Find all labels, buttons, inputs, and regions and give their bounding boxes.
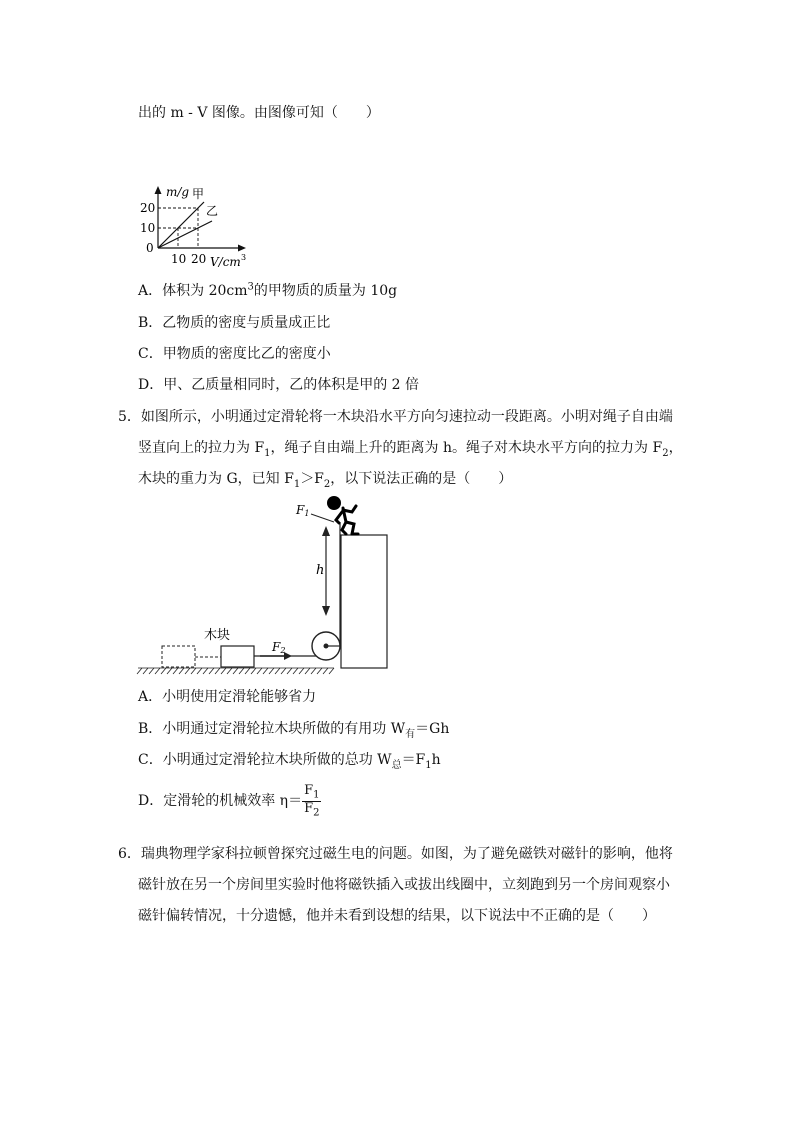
- x-tick-label: 10: [171, 252, 187, 266]
- hatch-stroke: [275, 668, 280, 674]
- option-letter: B．: [138, 315, 163, 331]
- h-label: h: [316, 563, 325, 578]
- stem-text: ，绳子自由端上升的距离为 h。绳子对木块水平方向的拉力为 F: [270, 440, 663, 456]
- f1-label: F1: [296, 503, 310, 518]
- hatch-stroke: [257, 668, 262, 674]
- option-letter: A．: [138, 689, 163, 705]
- hatch-stroke: [137, 668, 142, 674]
- h-arrow-bottom: [322, 606, 330, 616]
- origin-label: 0: [146, 241, 154, 255]
- option-text: 小明通过定滑轮拉木块所做的总功 W: [162, 752, 392, 768]
- hatch-stroke: [185, 668, 190, 674]
- building: [341, 535, 387, 668]
- subscript: 1: [264, 447, 271, 459]
- q5-option-d[interactable]: [138, 784, 321, 818]
- option-superscript: 3: [247, 281, 254, 293]
- subscript: 总: [391, 759, 402, 771]
- option-text: 乙物质的密度与质量成正比: [162, 315, 331, 331]
- efficiency-fraction: [302, 784, 321, 818]
- option-text-tail: 的甲物质的质量为 10g: [253, 283, 398, 299]
- stem-text: 木块的重力为 G，已知 F: [138, 471, 294, 487]
- q5-stem-line2: [138, 437, 683, 459]
- x-axis-label: V/cm: [210, 255, 241, 268]
- pulley-figure: [136, 492, 396, 677]
- hatch-stroke: [269, 668, 274, 674]
- stem-text: ，以下说法正确的是（ ）: [330, 471, 513, 487]
- option-text: 甲、乙质量相同时，乙的体积是甲的 2 倍: [163, 377, 420, 393]
- q5-stem-line3: [138, 468, 512, 490]
- hatch-stroke: [263, 668, 268, 674]
- f1-pointer: [311, 514, 334, 522]
- hatch-stroke: [287, 668, 292, 674]
- q5-option-a[interactable]: [138, 686, 316, 706]
- hatch-stroke: [161, 668, 166, 674]
- wooden-block: [221, 646, 254, 667]
- subscript: 2: [313, 807, 320, 819]
- stem-text: ，: [668, 440, 683, 456]
- hatch-stroke: [293, 668, 298, 674]
- x-tick-label: 20: [191, 252, 207, 266]
- subscript: 有: [405, 728, 416, 740]
- hatch-stroke: [299, 668, 304, 674]
- option-text-tail: h: [431, 752, 441, 768]
- option-text: ＝F: [401, 752, 426, 768]
- option-letter: B．: [138, 721, 163, 737]
- hatch-stroke: [245, 668, 250, 674]
- option-letter: A．: [138, 283, 163, 299]
- stem-text: ＞F: [300, 471, 324, 487]
- hatch-stroke: [143, 668, 148, 674]
- denominator: F: [304, 800, 314, 816]
- f2-label: F2: [272, 640, 286, 655]
- series-label-yi: 乙: [206, 204, 219, 218]
- q4-intro-tail: 出的 m - V 图像。由图像可知（ ）: [138, 105, 380, 121]
- q4-option-c[interactable]: [138, 343, 331, 363]
- subscript: 1: [293, 478, 301, 490]
- subscript: 1: [313, 789, 320, 801]
- stem-text: 瑞典物理学家科拉顿曾探究过磁生电的问题。如图，为了避免磁铁对磁针的影响，他将: [140, 846, 673, 862]
- series-label-jia: 甲: [192, 187, 205, 201]
- option-text: 甲物质的密度比乙的密度小: [162, 346, 331, 362]
- q4-option-b[interactable]: [138, 312, 330, 332]
- hatch-stroke: [221, 668, 226, 674]
- person-figure: [327, 496, 358, 534]
- q5-option-c[interactable]: [138, 749, 441, 771]
- hatch-stroke: [323, 668, 328, 674]
- subscript: 1: [425, 759, 432, 771]
- q6-stem-line3: 磁针偏转情况，十分遗憾，他并未看到设想的结果，以下说法中不正确的是（ ）: [138, 908, 656, 924]
- option-text-tail: ＝Gh: [415, 721, 450, 737]
- hatch-stroke: [305, 668, 310, 674]
- hatch-stroke: [215, 668, 220, 674]
- hatch-stroke: [317, 668, 322, 674]
- series-line-jia: [158, 202, 204, 248]
- numerator: F: [304, 783, 314, 798]
- ground-hatching: [137, 668, 334, 674]
- question-number: 6．: [118, 846, 141, 862]
- block-label: 木块: [204, 628, 231, 643]
- hatch-stroke: [155, 668, 160, 674]
- y-axis-arrow: [155, 186, 162, 194]
- q4-option-d[interactable]: [138, 374, 419, 394]
- hatch-stroke: [239, 668, 244, 674]
- stem-text: 竖直向上的拉力为 F: [138, 440, 265, 456]
- hatch-stroke: [281, 668, 286, 674]
- block-initial-position: [162, 646, 195, 667]
- x-axis-label-exponent: 3: [241, 253, 247, 262]
- h-arrow-top: [322, 526, 330, 536]
- hatch-stroke: [203, 668, 208, 674]
- hatch-stroke: [167, 668, 172, 674]
- hatch-stroke: [191, 668, 196, 674]
- option-letter: D．: [138, 377, 164, 393]
- q6-stem-line1: [118, 843, 673, 863]
- q6-stem-line2: 磁针放在另一个房间里实验时他将磁铁插入或拔出线圈中，立刻跑到另一个房间观察小: [138, 877, 670, 893]
- subscript: 2: [323, 478, 331, 490]
- q5-stem-line1: [118, 406, 673, 426]
- q5-option-b[interactable]: [138, 718, 449, 740]
- question-number: 5．: [118, 409, 141, 425]
- q4-option-a[interactable]: [138, 280, 397, 300]
- hatch-stroke: [233, 668, 238, 674]
- option-text: 体积为 20cm: [162, 283, 248, 299]
- option-letter: C．: [138, 752, 163, 768]
- subscript: 2: [662, 447, 669, 459]
- hatch-stroke: [197, 668, 202, 674]
- option-text: 定滑轮的机械效率 η＝: [163, 793, 303, 810]
- hatch-stroke: [329, 668, 334, 674]
- mass-volume-chart: [140, 128, 340, 268]
- x-axis-arrow: [238, 245, 246, 252]
- hatch-stroke: [311, 668, 316, 674]
- hatch-stroke: [173, 668, 178, 674]
- option-text: 小明通过定滑轮拉木块所做的有用功 W: [162, 721, 406, 737]
- y-tick-label: 10: [140, 221, 156, 235]
- stem-text: 如图所示，小明通过定滑轮将一木块沿水平方向匀速拉动一段距离。小明对绳子自由端: [140, 409, 673, 425]
- hatch-stroke: [149, 668, 154, 674]
- option-letter: D．: [138, 793, 164, 810]
- option-text: 小明使用定滑轮能够省力: [162, 689, 317, 705]
- hatch-stroke: [251, 668, 256, 674]
- hatch-stroke: [227, 668, 232, 674]
- y-tick-label: 20: [140, 201, 156, 215]
- series-line-yi: [158, 221, 212, 248]
- option-letter: C．: [138, 346, 163, 362]
- hatch-stroke: [209, 668, 214, 674]
- hatch-stroke: [179, 668, 184, 674]
- y-axis-label: m/g: [166, 185, 190, 199]
